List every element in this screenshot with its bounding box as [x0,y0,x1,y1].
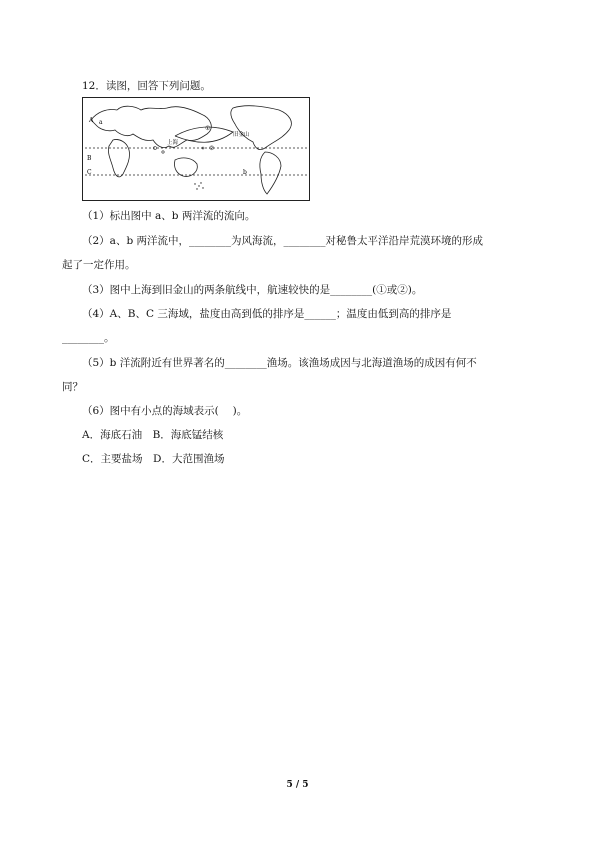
map-label-sanfrancisco: 旧金山 [233,132,250,138]
question-5-line-2: 同？ [62,381,83,393]
south-america-outline [260,152,281,194]
map-label-shanghai: 上海 [167,140,179,146]
map-drawing [83,98,309,200]
question-4-line-1: （4）A、B、C 三海域，盐度由高到低的排序是______；温度由低到高的排序是 [82,308,452,320]
question-1: （1）标出图中 a、b 两洋流的流向。 [82,210,256,222]
fishery-dots [194,182,203,189]
question-2-line-1: （2）a、b 两洋流中，________为风海流，________对秘鲁太平洋沿岸荒漠环境的形成 [82,235,483,247]
map-label-A: A [89,117,94,124]
question-5-line-1: （5）b 洋流附近有世界著名的________渔场。该渔场成因与北海道渔场的成因有何不 [82,357,477,369]
question-title: 12．读图，回答下列问题。 [82,80,211,92]
africa-outline [108,139,129,176]
map-label-B: B [87,155,92,162]
world-map-figure [82,97,310,201]
australia-outline [174,158,197,176]
options-a-b: A．海底石油 B．海底锰结核 [82,429,224,441]
question-2-line-2: 起了一定作用。 [62,259,136,271]
question-3: （3）图中上海到旧金山的两条航线中，航速较快的是________(①或②)。 [82,284,423,296]
map-label-route2: ② [209,145,215,152]
route-1-line [175,127,233,136]
route-2-line [175,132,233,142]
options-c-d: C．主要盐场 D．大范围渔场 [82,453,225,465]
map-label-a: a [99,119,103,126]
map-label-b: b [243,169,247,176]
page-number: 5 / 5 [286,780,309,790]
question-4-line-2: ________。 [62,332,115,344]
map-label-C: C [87,169,92,176]
question-6: （6）图中有小点的海域表示( )。 [82,405,248,417]
map-label-route1: ① [205,125,211,132]
north-america-outline [231,106,292,150]
